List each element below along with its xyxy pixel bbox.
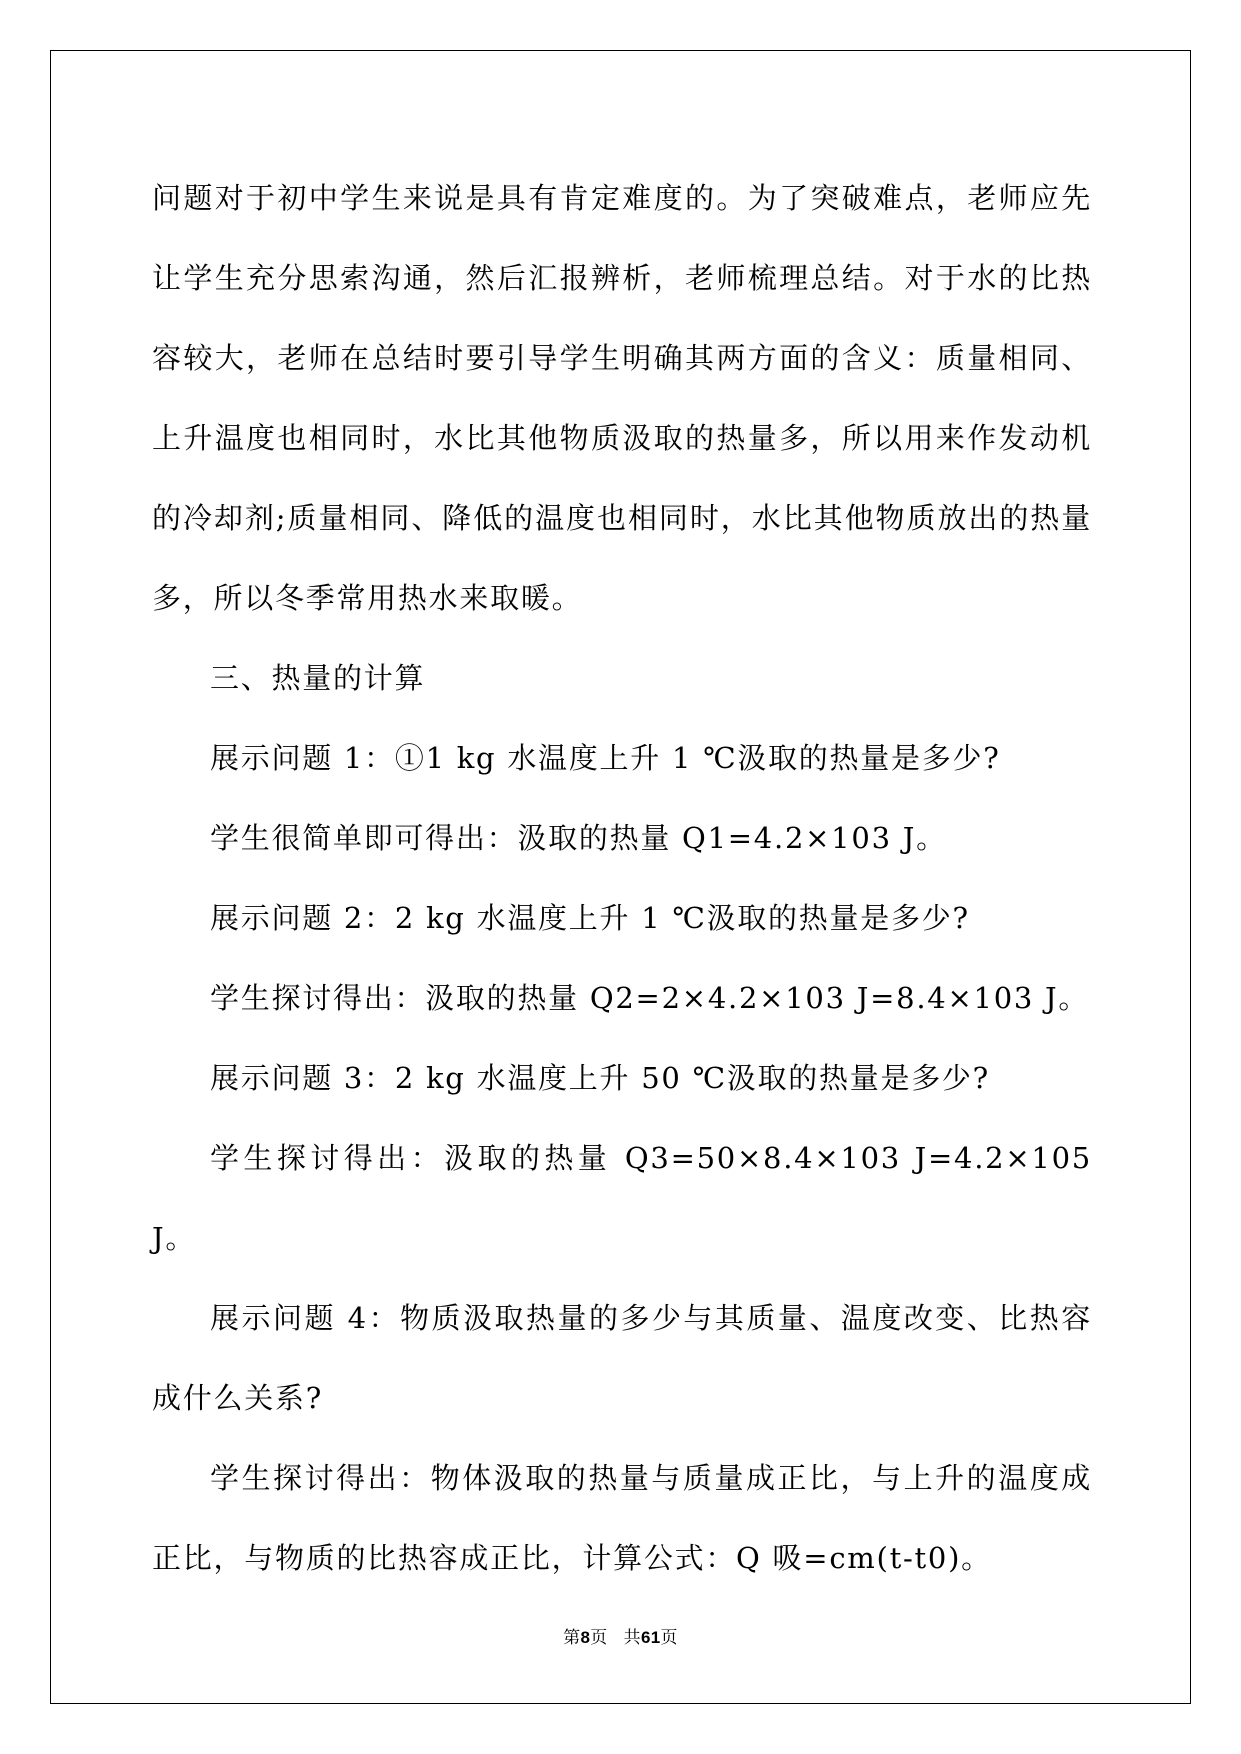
current-page-number: 8 <box>580 1628 591 1647</box>
total-page-count: 61 <box>640 1628 661 1647</box>
paragraph-answer-4: 学生探讨得出：物体汲取的热量与质量成正比，与上升的温度成正比，与物质的比热容成正比，计算公式：Q 吸=cm(t-t0)。 <box>152 1461 1092 1575</box>
paragraph-continuation: 问题对于初中学生来说是具有肯定难度的。为了突破难点，老师应先让学生充分思索沟通，然后汇报辨析，老师梳理总结。对于水的比热容较大，老师在总结时要引导学生明确其两方面的含义：质量相同、上升温度也相同时，水比其他物质汲取的热量多，所以用来作发动机的冷却剂;质量相同、降低的温度也相同时，水比其他物质放出的热量多，所以冬季常用热水来取暖。 <box>152 181 1092 615</box>
footer-prefix: 第 <box>563 1628 581 1648</box>
document-body <box>152 158 1092 1598</box>
paragraph-question-3: 展示问题 3：2 kg 水温度上升 50 ℃汲取的热量是多少? <box>210 1061 990 1095</box>
paragraph-question-4: 展示问题 4：物质汲取热量的多少与其质量、温度改变、比热容成什么关系? <box>152 1301 1092 1415</box>
paragraph-question-2: 展示问题 2：2 kg 水温度上升 1 ℃汲取的热量是多少? <box>210 901 970 935</box>
footer-total-unit: 页 <box>660 1628 678 1648</box>
section-heading: 三、热量的计算 <box>210 661 426 695</box>
paragraph-answer-3: 学生探讨得出：汲取的热量 Q3=50×8.4×103 J=4.2×105 J。 <box>152 1141 1092 1255</box>
paragraph-answer-1: 学生很简单即可得出：汲取的热量 Q1=4.2×103 J。 <box>210 821 947 855</box>
page-footer <box>0 1626 1241 1650</box>
paragraph-answer-2: 学生探讨得出：汲取的热量 Q2=2×4.2×103 J=8.4×103 J。 <box>210 981 1090 1015</box>
footer-total-prefix: 共 <box>623 1628 641 1648</box>
footer-page-unit: 页 <box>590 1628 608 1648</box>
paragraph-question-1: 展示问题 1：①1 kg 水温度上升 1 ℃汲取的热量是多少? <box>210 741 1001 775</box>
